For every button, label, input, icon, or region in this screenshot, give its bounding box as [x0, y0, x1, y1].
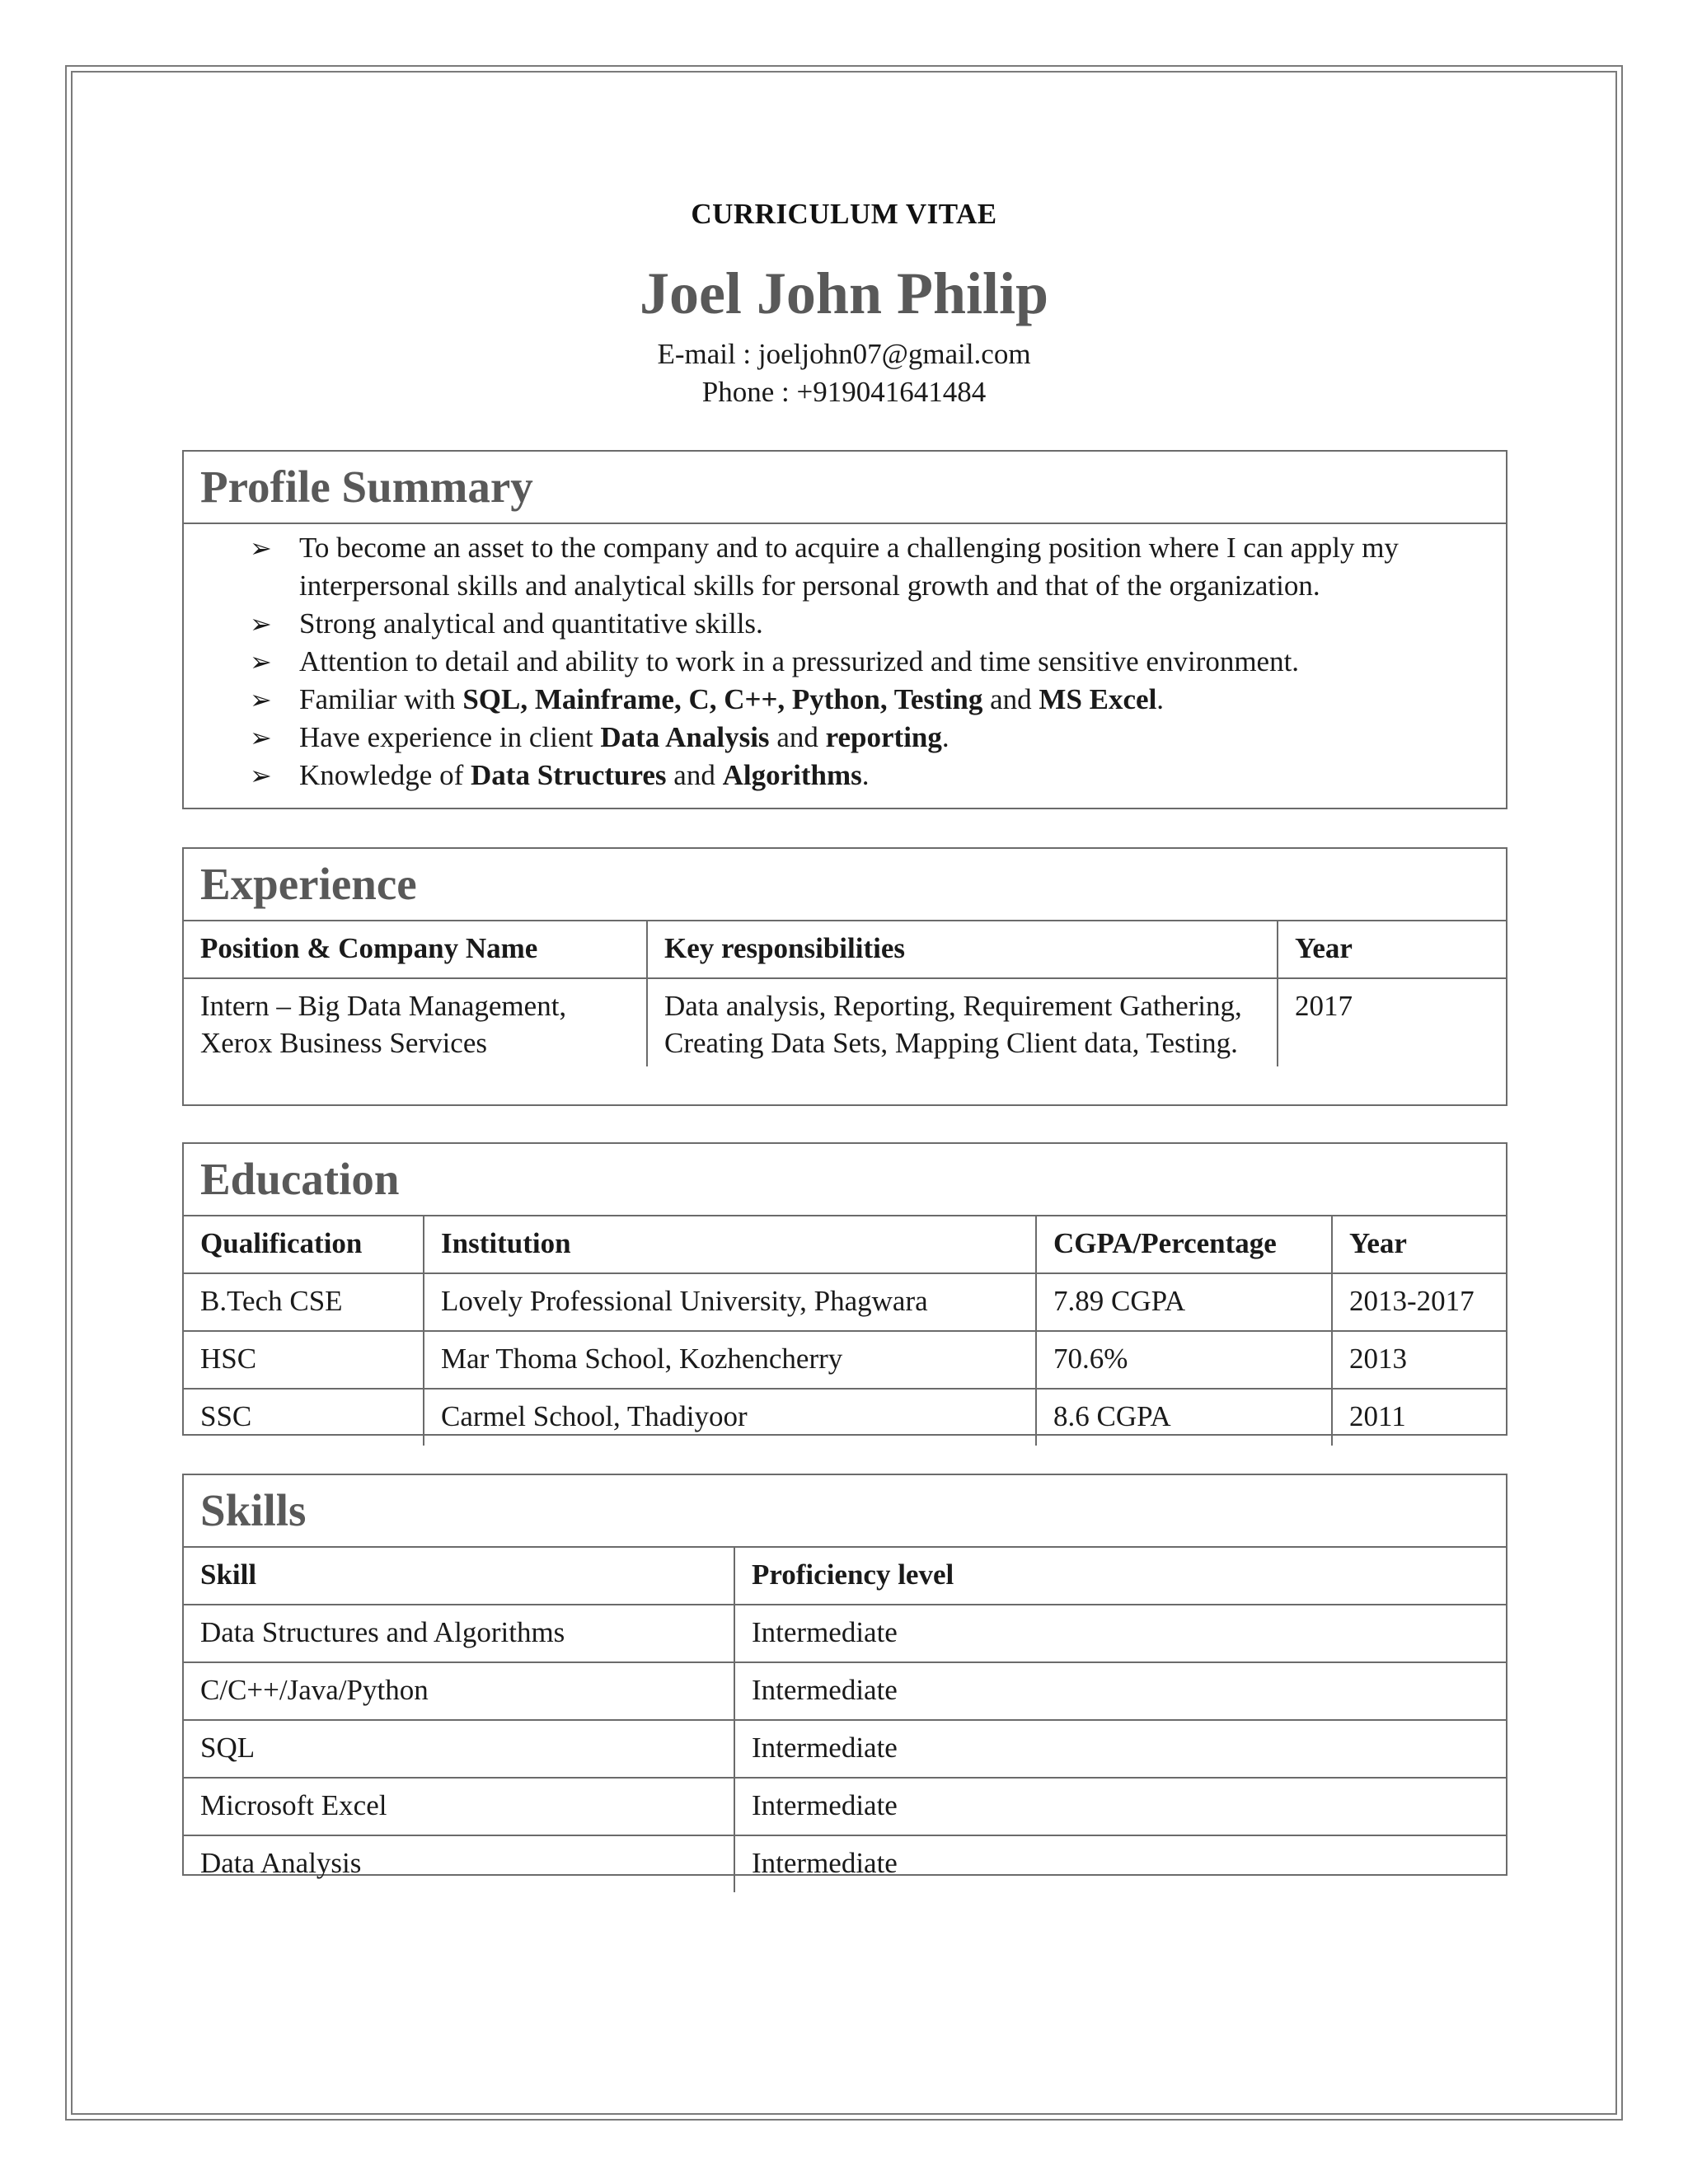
text-segment: . — [861, 759, 870, 791]
table-row — [184, 1389, 1506, 1446]
table-cell: B.Tech CSE — [184, 1273, 424, 1331]
column-header: CGPA/Percentage — [1036, 1216, 1332, 1273]
table-cell: Intermediate — [734, 1778, 1506, 1835]
text-segment: . — [1156, 683, 1165, 715]
text-segment: Knowledge of — [299, 759, 471, 791]
table-cell: Microsoft Excel — [184, 1778, 734, 1835]
table-cell: Data Analysis — [184, 1835, 734, 1892]
table-cell: SQL — [184, 1720, 734, 1778]
text-segment: and — [769, 721, 826, 753]
experience-table — [184, 921, 1506, 1066]
table-cell: 2017 — [1278, 978, 1506, 1066]
table-header-row — [184, 1216, 1506, 1273]
column-header: Key responsibilities — [647, 921, 1278, 978]
table-row — [184, 1662, 1506, 1720]
arrow-bullet-icon: ➢ — [250, 684, 272, 715]
bold-text: Data Structures — [471, 759, 667, 791]
text-segment: To become an asset to the company and to acquire a challenging position where I can apply my interpersonal skills and analytical skills for personal growth and that of the organization. — [299, 532, 1399, 602]
arrow-bullet-icon: ➢ — [250, 608, 272, 640]
bold-text: MS Excel — [1039, 683, 1157, 715]
profile-bullet-item — [184, 529, 1481, 605]
column-header: Institution — [424, 1216, 1036, 1273]
table-cell: Intermediate — [734, 1662, 1506, 1720]
arrow-bullet-icon: ➢ — [250, 646, 272, 677]
section-heading-skills: Skills — [184, 1475, 1506, 1548]
table-cell: Intern – Big Data Management, Xerox Business Services — [184, 978, 647, 1066]
arrow-bullet-icon: ➢ — [250, 760, 272, 791]
table-row — [184, 1835, 1506, 1892]
column-header: Qualification — [184, 1216, 424, 1273]
contact-phone: Phone : +919041641484 — [701, 376, 987, 408]
table-cell: HSC — [184, 1331, 424, 1389]
column-header: Year — [1278, 921, 1506, 978]
profile-bullet-item — [184, 757, 1481, 794]
profile-bullet-item — [184, 605, 1481, 643]
bold-text: Algorithms — [722, 759, 862, 791]
table-cell: 8.6 CGPA — [1036, 1389, 1332, 1446]
skills-section — [182, 1474, 1507, 1879]
table-cell: 2011 — [1332, 1389, 1506, 1446]
table-cell: 7.89 CGPA — [1036, 1273, 1332, 1331]
table-cell: Mar Thoma School, Kozhencherry — [424, 1331, 1036, 1389]
section-heading-experience: Experience — [184, 849, 1506, 921]
profile-summary-section — [182, 450, 1507, 809]
table-cell: Data Structures and Algorithms — [184, 1605, 734, 1662]
profile-bullet-item — [184, 681, 1481, 719]
table-cell: Data analysis, Reporting, Requirement Gathering, Creating Data Sets, Mapping Client data, Testing. — [647, 978, 1278, 1066]
table-cell: Intermediate — [734, 1720, 1506, 1778]
table-row — [184, 978, 1506, 1066]
profile-bullet-item — [184, 719, 1481, 757]
table-cell: SSC — [184, 1389, 424, 1446]
document-title: CURRICULUM VITAE — [691, 198, 997, 230]
table-cell: Intermediate — [734, 1835, 1506, 1892]
text-segment: and — [666, 759, 723, 791]
table-header-row — [184, 1548, 1506, 1605]
column-header: Skill — [184, 1548, 734, 1605]
experience-section — [182, 847, 1507, 1106]
table-cell: Lovely Professional University, Phagwara — [424, 1273, 1036, 1331]
text-segment: Have experience in client — [299, 721, 601, 753]
table-row — [184, 1605, 1506, 1662]
table-row — [184, 1778, 1506, 1835]
arrow-bullet-icon: ➢ — [250, 722, 272, 753]
text-segment: Attention to detail and ability to work in a pressurized and time sensitive environment. — [299, 645, 1300, 677]
education-section — [182, 1142, 1507, 1436]
section-heading-profile: Profile Summary — [184, 452, 1506, 524]
table-cell: 2013-2017 — [1332, 1273, 1506, 1331]
table-row — [184, 1331, 1506, 1389]
bold-text: SQL, Mainframe, C, C++, Python, Testing — [462, 683, 983, 715]
table-header-row — [184, 921, 1506, 978]
skills-table — [184, 1548, 1506, 1892]
table-row — [184, 1273, 1506, 1331]
table-cell: Intermediate — [734, 1605, 1506, 1662]
candidate-name: Joel John Philip — [639, 260, 1049, 326]
bold-text: reporting — [825, 721, 942, 753]
column-header: Position & Company Name — [184, 921, 647, 978]
education-table — [184, 1216, 1506, 1446]
arrow-bullet-icon: ➢ — [250, 532, 272, 564]
section-heading-education: Education — [184, 1144, 1506, 1216]
contact-email: E-mail : joeljohn07@gmail.com — [657, 338, 1031, 370]
profile-bullet-item — [184, 643, 1481, 681]
table-row — [184, 1720, 1506, 1778]
column-header: Year — [1332, 1216, 1506, 1273]
table-cell: 70.6% — [1036, 1331, 1332, 1389]
text-segment: . — [941, 721, 950, 753]
text-segment: and — [982, 683, 1039, 715]
profile-summary-list — [184, 524, 1506, 801]
table-cell: 2013 — [1332, 1331, 1506, 1389]
table-cell: C/C++/Java/Python — [184, 1662, 734, 1720]
bold-text: Data Analysis — [600, 721, 770, 753]
text-segment: Familiar with — [299, 683, 463, 715]
text-segment: Strong analytical and quantitative skills. — [299, 607, 763, 640]
table-cell: Carmel School, Thadiyoor — [424, 1389, 1036, 1446]
column-header: Proficiency level — [734, 1548, 1506, 1605]
